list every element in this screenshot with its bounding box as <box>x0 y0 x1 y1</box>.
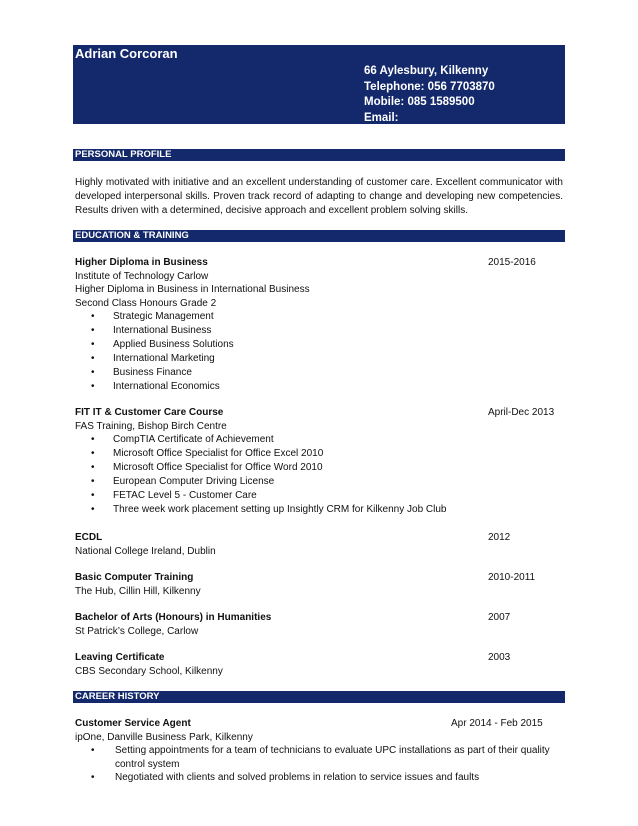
entry-title: ECDL <box>75 532 103 543</box>
education-entry <box>75 256 563 394</box>
section-heading-career: CAREER HISTORY <box>73 691 565 703</box>
entry-title: Customer Service Agent <box>75 718 191 729</box>
entry-date: 2007 <box>488 612 511 623</box>
list-item: • Strategic Management <box>75 310 563 324</box>
entry-line: Institute of Technology Carlow <box>75 270 209 282</box>
section-heading-education: EDUCATION & TRAINING <box>73 230 565 242</box>
entry-title: Higher Diploma in Business <box>75 257 208 268</box>
education-entry <box>75 531 563 558</box>
address: 66 Aylesbury, Kilkenny <box>364 65 489 77</box>
list-item: • European Computer Driving License <box>75 475 563 489</box>
profile-text: Highly motivated with initiative and an excellent understanding of customer care. Excellent communicator with developed interpersonal skills. Proven track record of adapting to change and developing new competencies. Results driven with a determined, decisive approach and excellent problem solving skills. <box>75 177 563 216</box>
entry-date: 2012 <box>488 532 511 543</box>
entry-bullets <box>75 744 563 785</box>
entry-date: 2003 <box>488 652 511 663</box>
entry-date: Apr 2014 - Feb 2015 <box>451 718 543 729</box>
education-entry <box>75 611 563 638</box>
mobile: Mobile: 085 1589500 <box>364 96 475 108</box>
education-entry <box>75 406 563 517</box>
entry-line: FAS Training, Bishop Birch Centre <box>75 420 227 432</box>
entry-title: Basic Computer Training <box>75 572 194 583</box>
entry-line: Second Class Honours Grade 2 <box>75 297 217 309</box>
list-item: • Negotiated with clients and solved problems in relation to service issues and faults <box>75 771 563 785</box>
entry-line: ipOne, Danville Business Park, Kilkenny <box>75 731 253 743</box>
entry-date: 2015-2016 <box>488 257 536 268</box>
list-item: • Microsoft Office Specialist for Office Word 2010 <box>75 461 563 475</box>
header-banner <box>73 45 565 139</box>
entry-date: 2010-2011 <box>488 572 536 583</box>
entry-line: St Patrick’s College, Carlow <box>75 625 199 637</box>
list-item: • Applied Business Solutions <box>75 338 563 352</box>
section-heading-profile: PERSONAL PROFILE <box>73 149 565 161</box>
entry-line: CBS Secondary School, Kilkenny <box>75 665 223 677</box>
entry-title: Bachelor of Arts (Honours) in Humanities <box>75 612 272 623</box>
education-entry <box>75 571 563 598</box>
list-item: • Microsoft Office Specialist for Office Excel 2010 <box>75 447 563 461</box>
email: Email: adrian.corcoran@yahoo.co.uk <box>364 111 530 139</box>
entry-line: The Hub, Cillin Hill, Kilkenny <box>75 585 201 597</box>
career-entry <box>75 717 563 785</box>
entry-date: April-Dec 2013 <box>488 407 555 418</box>
list-item: • CompTIA Certificate of Achievement <box>75 433 563 447</box>
list-item: • Setting appointments for a team of technicians to evaluate UPC installations as part of their quality control system <box>75 744 563 771</box>
entry-title: Leaving Certificate <box>75 652 165 663</box>
contact-block <box>364 64 565 142</box>
entry-title: FIT IT & Customer Care Course <box>75 407 224 418</box>
candidate-name: Adrian Corcoran <box>75 46 178 61</box>
telephone: Telephone: 056 7703870 <box>364 80 495 93</box>
list-item: • FETAC Level 5 - Customer Care <box>75 489 563 503</box>
list-item: • International Economics <box>75 380 563 394</box>
list-item: • International Marketing <box>75 352 563 366</box>
entry-line: Higher Diploma in Business in International Business <box>75 284 310 295</box>
list-item: • International Business <box>75 324 563 338</box>
entry-bullets <box>75 310 563 394</box>
list-item: • Business Finance <box>75 366 563 380</box>
list-item: • Three week work placement setting up Insightly CRM for Kilkenny Job Club <box>75 503 563 517</box>
entry-bullets <box>75 433 563 517</box>
education-entry <box>75 651 563 678</box>
entry-line: National College Ireland, Dublin <box>75 545 216 557</box>
